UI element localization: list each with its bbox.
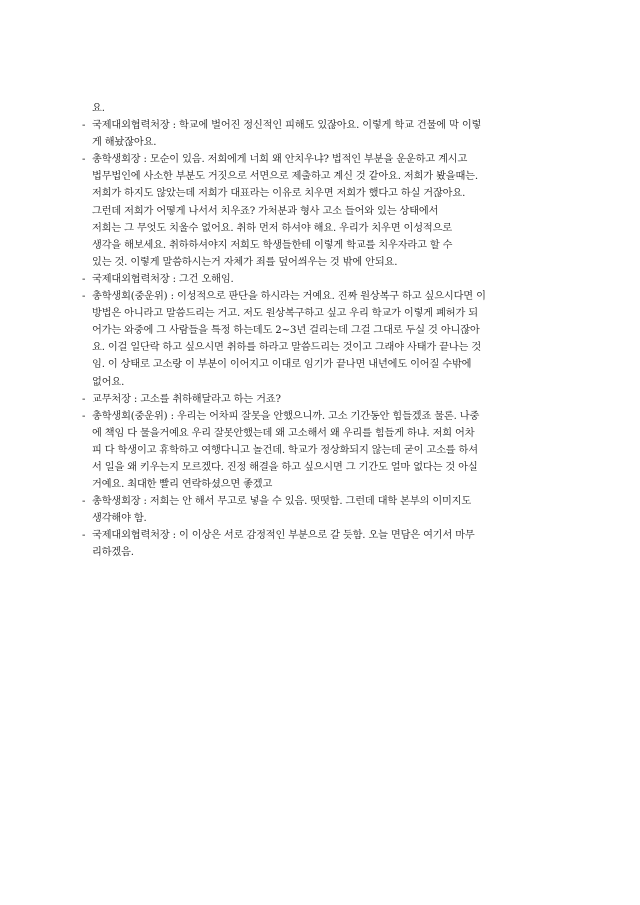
bullet-dash: - bbox=[82, 291, 86, 303]
paragraph-line: 있는 것. 이렇게 말씀하시는거 자체가 죄를 덮어씌우는 것 밖에 안되요. bbox=[92, 256, 398, 268]
paragraph-line: 생각해야 함. bbox=[92, 513, 147, 525]
transcript-paragraph bbox=[82, 151, 557, 271]
paragraph-line: 법무법인에 사소한 부분도 거짓으로 서면으로 제출하고 계신 것 같아요. 저희가 봤을때는. bbox=[92, 171, 478, 183]
transcript-paragraph bbox=[82, 117, 557, 151]
paragraph-line: 어가는 와중에 그 사람들을 특정 하는데도 2~3년 걸리는데 그걸 그대로 두실 것 아니잖아 bbox=[92, 325, 480, 337]
paragraph-line: 서 일을 왜 키우는지 모르겠다. 진정 해결을 하고 싶으시면 그 기간도 얼마 없다는 것 아실 bbox=[92, 461, 478, 473]
paragraph-line: 저희는 그 무엇도 치울수 없어요. 취하 먼저 하셔야 해요. 우리가 치우면 이성적으로 bbox=[92, 222, 452, 234]
bullet-dash: - bbox=[82, 410, 86, 422]
paragraph-line: 국제대외협력처장 : 학교에 벌어진 정신적인 피해도 있잖아요. 이렇게 학교 건물에 막 이렇 bbox=[92, 120, 482, 132]
paragraph-line: 국제대외협력처장 : 이 이상은 서로 감정적인 부분으로 갈 듯함. 오늘 면담은 여기서 마무 bbox=[92, 530, 475, 542]
paragraph-line: 국제대외협력처장 : 그건 오해임. bbox=[92, 273, 234, 285]
bullet-dash: - bbox=[82, 530, 86, 542]
paragraph-line: 없어요. bbox=[92, 376, 125, 388]
paragraph-line: 게 해놨잖아요. bbox=[92, 137, 157, 149]
paragraph-line: 리하겠음. bbox=[92, 547, 134, 559]
paragraph-line: 임. 이 상태로 고소랑 이 부분이 이어지고 이대로 임기가 끝나면 내년에도 이어질 수밖에 bbox=[92, 359, 472, 371]
bullet-dash: - bbox=[82, 273, 86, 285]
paragraph-line: 거예요. 최대한 빨리 연락하셨으면 좋겠고 bbox=[92, 479, 273, 491]
paragraph-line: 피 다 학생이고 휴학하고 여행다니고 놀건데. 학교가 정상화되지 않는데 굳이 고소를 하셔 bbox=[92, 444, 478, 456]
paragraph-line: 방법은 아니라고 말씀드리는 거고. 저도 원상복구하고 싶고 우리 학교가 이렇게 폐허가 되 bbox=[92, 308, 478, 320]
paragraph-line: 총학생회장 : 저희는 안 해서 무고로 넣을 수 있음. 떳떳함. 그런데 대학 본부의 이미지도 bbox=[92, 496, 472, 508]
paragraph-line: 생각을 해보세요. 취하하셔야지 저희도 학생들한테 이렇게 학교를 치우자라고 할 수 bbox=[92, 239, 453, 251]
paragraph-line: 그런데 저희가 어떻게 나서서 치우죠? 가처분과 형사 고소 들어와 있는 상태에서 bbox=[92, 205, 439, 217]
transcript-paragraph bbox=[82, 493, 557, 527]
bullet-dash: - bbox=[82, 393, 86, 405]
paragraph-line: 요. 이걸 일단락 하고 싶으시면 취하를 하라고 말씀드리는 것이고 그래야 사태가 끝나는 것 bbox=[92, 342, 482, 354]
paragraph-line: 에 책임 다 물을거예요 우리 잘못안했는데 왜 고소해서 왜 우리를 힘들게 하냐. 저희 어차 bbox=[92, 427, 475, 439]
paragraph-line: 요. bbox=[92, 103, 105, 114]
transcript-paragraph bbox=[82, 391, 557, 408]
paragraph-line: 저희가 하지도 않았는데 저희가 대표라는 이유로 치우면 저희가 했다고 하실 거잖아요. bbox=[92, 188, 466, 200]
paragraph-line: 총학생회(중운위) : 이성적으로 판단을 하시라는 거예요. 진짜 원상복구 하고 싶으시다면 이 bbox=[92, 291, 486, 303]
paragraph-line: 총학생회장 : 모순이 있음. 저희에게 너희 왜 안치우냐? 법적인 부분을 운운하고 계시고 bbox=[92, 154, 468, 166]
bullet-dash: - bbox=[82, 496, 86, 508]
bullet-dash: - bbox=[82, 154, 86, 166]
document-body bbox=[82, 100, 557, 562]
transcript-paragraph bbox=[82, 271, 557, 288]
bullet-dash: - bbox=[82, 120, 86, 132]
transcript-paragraph bbox=[82, 408, 557, 493]
paragraph-line: 교무처장 : 고소를 취하해달라고 하는 거죠? bbox=[92, 393, 281, 405]
transcript-paragraph bbox=[82, 527, 557, 561]
transcript-paragraph bbox=[82, 288, 557, 391]
transcript-paragraph bbox=[92, 100, 557, 117]
paragraph-line: 총학생회(중운위) : 우리는 어차피 잘못을 안했으니까. 고소 기간동안 힘들겠죠 물론. 나중 bbox=[92, 410, 480, 422]
